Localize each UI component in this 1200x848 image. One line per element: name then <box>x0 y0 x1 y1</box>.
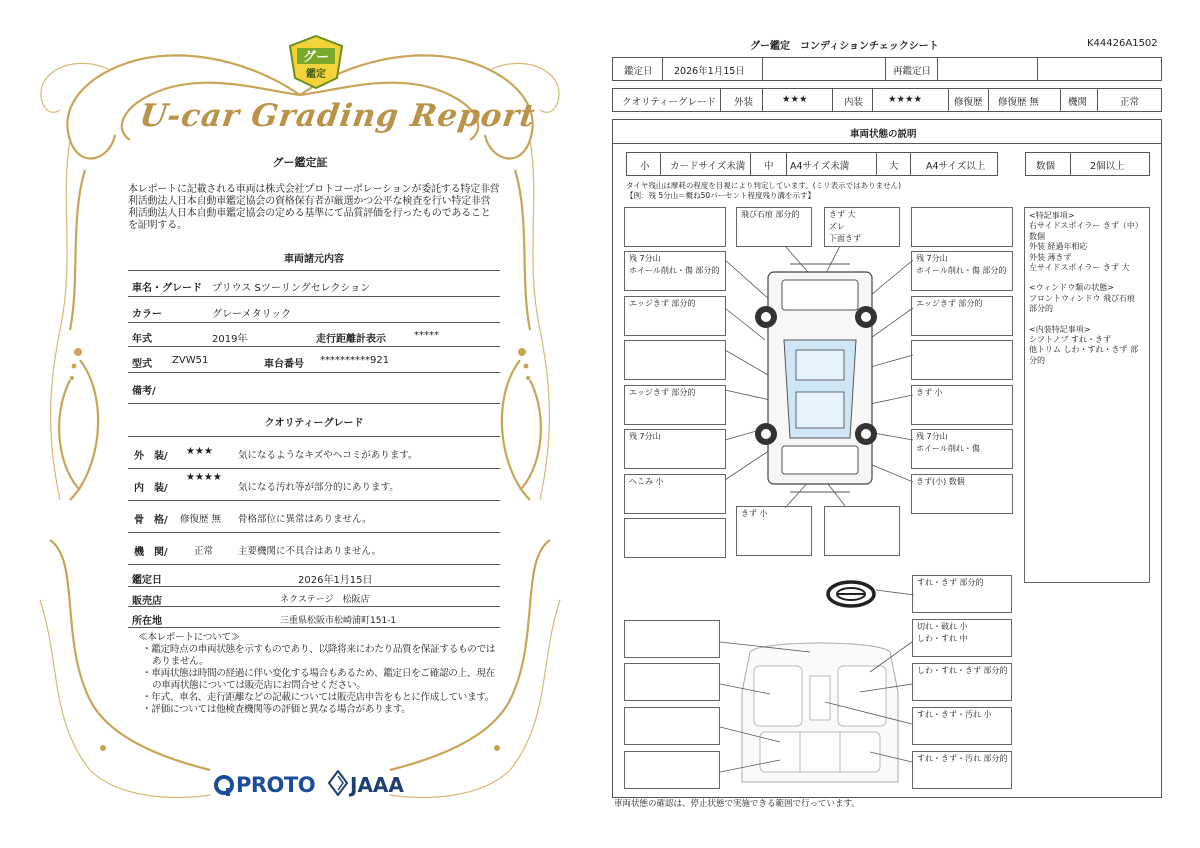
interior-box-right-5: すれ・きず・汚れ 部分的 <box>912 751 1012 789</box>
name-value: プリウス Sツーリングセレクション <box>212 283 371 294</box>
damage-box-left-3 <box>624 340 726 380</box>
quality-section-title: クオリティーグレード <box>264 418 364 429</box>
damage-box-right-tire-rear: 残 7分山 ホイール削れ・傷 <box>911 429 1013 469</box>
quality-row-exterior <box>128 436 500 468</box>
interior-diagram <box>720 632 920 792</box>
footer-row-address <box>128 606 500 628</box>
footer-row-shop <box>128 586 500 606</box>
special-note: シフトノブ すれ・きず <box>1029 335 1112 345</box>
quality-row-frame <box>128 500 500 532</box>
special-note: フロントウィンドウ 飛び石痕 部分的 <box>1029 293 1136 314</box>
note-item: ・車両状態は時間の経過に伴い変化する場合もあるため、鑑定日をご確認の上、現在の車両状態については販売店にお問合せください。 <box>142 668 495 691</box>
damage-box-right-3 <box>911 340 1013 380</box>
year-label: 年式 <box>132 334 152 345</box>
damage-box-left-tire-rear: 残 7分山 <box>624 429 726 469</box>
window-notes-heading: <ウィンドウ類の状態> <box>1029 283 1114 293</box>
repair-history-value: 修復歴 無 <box>998 97 1040 108</box>
damage-box-left-tire-front: 残 7分山 ホイール削れ・傷 部分的 <box>624 251 726 291</box>
condition-check-sheet <box>600 0 1200 848</box>
interior-note: 気になる汚れ等が部分的にあります。 <box>238 482 399 493</box>
date-label: 鑑定日 <box>132 575 162 586</box>
spec-row-year <box>128 322 500 346</box>
interior-box-steering: すれ・きず 部分的 <box>912 575 1012 613</box>
engine-value: 正常 <box>194 546 214 557</box>
engine-label: 機関 <box>1068 97 1088 108</box>
exterior-grade: ★★★ <box>782 94 808 105</box>
exterior-note: 気になるようなキズやヘコミがあります。 <box>238 450 418 461</box>
certificate-title: グー鑑定証 <box>272 156 328 169</box>
remarks-label: 備考/ <box>132 386 156 397</box>
damage-box-left-7 <box>624 518 726 558</box>
interior-box-left-3 <box>624 707 720 745</box>
name-label: 車名・グレード <box>132 283 202 294</box>
proto-logo: PROTO <box>236 773 316 797</box>
special-note: 左サイドスポイラー きず 大 <box>1029 263 1130 273</box>
legend-small-desc: カードサイズ未満 <box>670 161 746 172</box>
interior-box-right-3: しわ・すれ・きず 部分的 <box>912 663 1012 701</box>
goo-appraisal-badge <box>287 34 345 90</box>
spec-row-color <box>128 296 500 322</box>
report-notes <box>138 632 498 716</box>
exterior-stars: ★★★ <box>186 446 213 457</box>
special-notes-heading: <特記事項> <box>1029 211 1075 220</box>
note-item: ・年式、車名、走行距離などの記載については販売店申告をもとに作成しています。 <box>142 692 495 703</box>
interior-stars: ★★★★ <box>186 472 222 483</box>
note-item: ・鑑定時点の車両状態を示すものであり、以降将来にわたり品質を保証するものではありません。 <box>142 644 496 667</box>
interior-label: 内装 <box>844 97 864 108</box>
damage-box-right-6: きず(小) 数個 <box>911 474 1013 514</box>
special-note: 他トリム しわ・すれ・きず 部分的 <box>1029 345 1139 365</box>
damage-box-rear-2 <box>824 506 900 556</box>
legend-large-desc: A4サイズ以上 <box>926 161 986 172</box>
tire-note-example: 【例：残 5分山＝概ね50パーセント程度残り溝を示す】 <box>626 191 816 200</box>
jaaa-logo-mark-icon <box>328 770 348 796</box>
exterior-label: 外 装/ <box>134 451 168 462</box>
frame-note: 骨格部位に異常はありません。 <box>238 514 372 525</box>
chassis-value: **********921 <box>320 355 390 366</box>
address-label: 所在地 <box>132 616 162 627</box>
mileage-value: ***** <box>414 330 439 341</box>
legend-large: 大 <box>889 161 899 172</box>
address-value: 三重県松阪市松崎浦町151-1 <box>280 616 397 626</box>
appraisal-date-value: 2026年1月15日 <box>674 66 745 77</box>
legend-medium: 中 <box>764 161 774 172</box>
damage-box-right-4: きず 小 <box>911 385 1013 425</box>
engine-label: 機 関/ <box>134 547 168 558</box>
date-value: 2026年1月15日 <box>298 575 373 586</box>
mileage-label: 走行距離計表示 <box>316 334 386 345</box>
damage-box-rear-1: きず 小 <box>736 506 812 556</box>
steering-wheel-icon <box>826 579 876 609</box>
legend-count: 数個 <box>1036 161 1056 172</box>
report-script-title: U-car Grading Report <box>137 98 538 134</box>
quality-row-engine <box>128 532 500 564</box>
proto-logo-mark-icon <box>214 775 234 797</box>
spec-row-remarks <box>128 372 500 404</box>
damage-box-left-4: エッジきず 部分的 <box>624 385 726 425</box>
frame-label: 骨 格/ <box>134 515 168 526</box>
damage-box-left-6: へこみ 小 <box>624 474 726 514</box>
footer-row-date <box>128 564 500 586</box>
certificate-statement: 本レポートに記載される車両は株式会社プロトコーポレーションが委託する特定非営利活動法人日本自動車鑑定協会の資格保有者が厳選かつ公平な検査を行い特定非営利活動法人日本自動車鑑定協会の定める基準にて品質評価を行ったものであることを証明する。 <box>128 184 500 231</box>
note-item: ・評価については他検査機関等の評価と異なる場合があります。 <box>142 704 411 715</box>
interior-box-left-1 <box>624 620 720 658</box>
quality-row-interior <box>128 468 500 500</box>
damage-box-left-2: エッジきず 部分的 <box>624 296 726 336</box>
special-note: 右サイドスポイラー きず（中）数個 <box>1029 221 1143 241</box>
chassis-label: 車台番号 <box>264 359 304 370</box>
engine-value: 正常 <box>1120 97 1140 108</box>
frame-value: 修復歴 無 <box>180 514 222 525</box>
model-label: 型式 <box>132 359 152 370</box>
damage-box-left-1 <box>624 207 726 247</box>
special-note: 外装 薄きず <box>1029 252 1072 262</box>
damage-box-right-1 <box>911 207 1013 247</box>
color-value: グレーメタリック <box>212 309 292 320</box>
interior-box-right-2: 切れ・破れ 小 しわ・すれ 中 <box>912 619 1012 657</box>
quality-grade-label: クオリティーグレード <box>622 97 717 108</box>
sheet-title: グー鑑定 コンディションチェックシート <box>750 41 939 52</box>
engine-note: 主要機関に不具合はありません。 <box>238 546 382 557</box>
condition-section-title: 車両状態の説明 <box>850 129 917 140</box>
spec-row-model <box>128 346 500 372</box>
document-id: K44426A1502 <box>1087 38 1158 49</box>
tire-note: タイヤ残山は摩耗の程度を目視により判定しています。(ミリ表示ではありません) <box>626 181 902 190</box>
special-note: 外装 経過年相応 <box>1029 242 1088 252</box>
damage-box-front-1: 飛び石痕 部分的 <box>736 207 812 247</box>
notes-title: ≪本レポートについて≫ <box>138 632 241 643</box>
appraisal-date-label: 鑑定日 <box>624 66 653 77</box>
year-value: 2019年 <box>212 334 248 345</box>
special-notes <box>1024 207 1150 583</box>
damage-box-front-2: きず 大 ズレ 下面きず <box>824 207 900 247</box>
interior-grade: ★★★★ <box>888 94 923 105</box>
color-label: カラー <box>132 309 162 320</box>
shop-label: 販売店 <box>132 596 162 607</box>
legend-count-desc: 2個以上 <box>1090 161 1125 172</box>
reappraisal-date-label: 再鑑定日 <box>893 66 932 77</box>
damage-box-right-2: エッジきず 部分的 <box>911 296 1013 336</box>
interior-box-left-2 <box>624 663 720 701</box>
model-value: ZVW51 <box>172 355 209 366</box>
spec-row-name <box>128 270 500 296</box>
sheet-footer-note: 車両状態の確認は、停止状態で実施できる範囲で行っています。 <box>614 799 860 809</box>
interior-notes-heading: <内装特記事項> <box>1029 324 1091 334</box>
interior-label: 内 装/ <box>134 483 168 494</box>
legend-medium-desc: A4サイズ未満 <box>790 161 850 172</box>
jaaa-logo: JAAA <box>350 773 404 797</box>
interior-box-right-4: すれ・きず・汚れ 小 <box>912 707 1012 745</box>
exterior-label: 外装 <box>734 97 754 108</box>
svg-text:グー: グー <box>302 50 330 65</box>
damage-box-right-tire-front: 残 7分山 ホイール削れ・傷 部分的 <box>911 251 1013 291</box>
interior-box-left-4 <box>624 751 720 789</box>
spec-section-title: 車両諸元内容 <box>284 254 344 265</box>
shop-value: ネクステージ 松阪店 <box>280 595 370 605</box>
legend-small: 小 <box>640 161 650 172</box>
svg-text:鑑定: 鑑定 <box>306 69 326 80</box>
repair-history-label: 修復歴 <box>954 97 983 108</box>
